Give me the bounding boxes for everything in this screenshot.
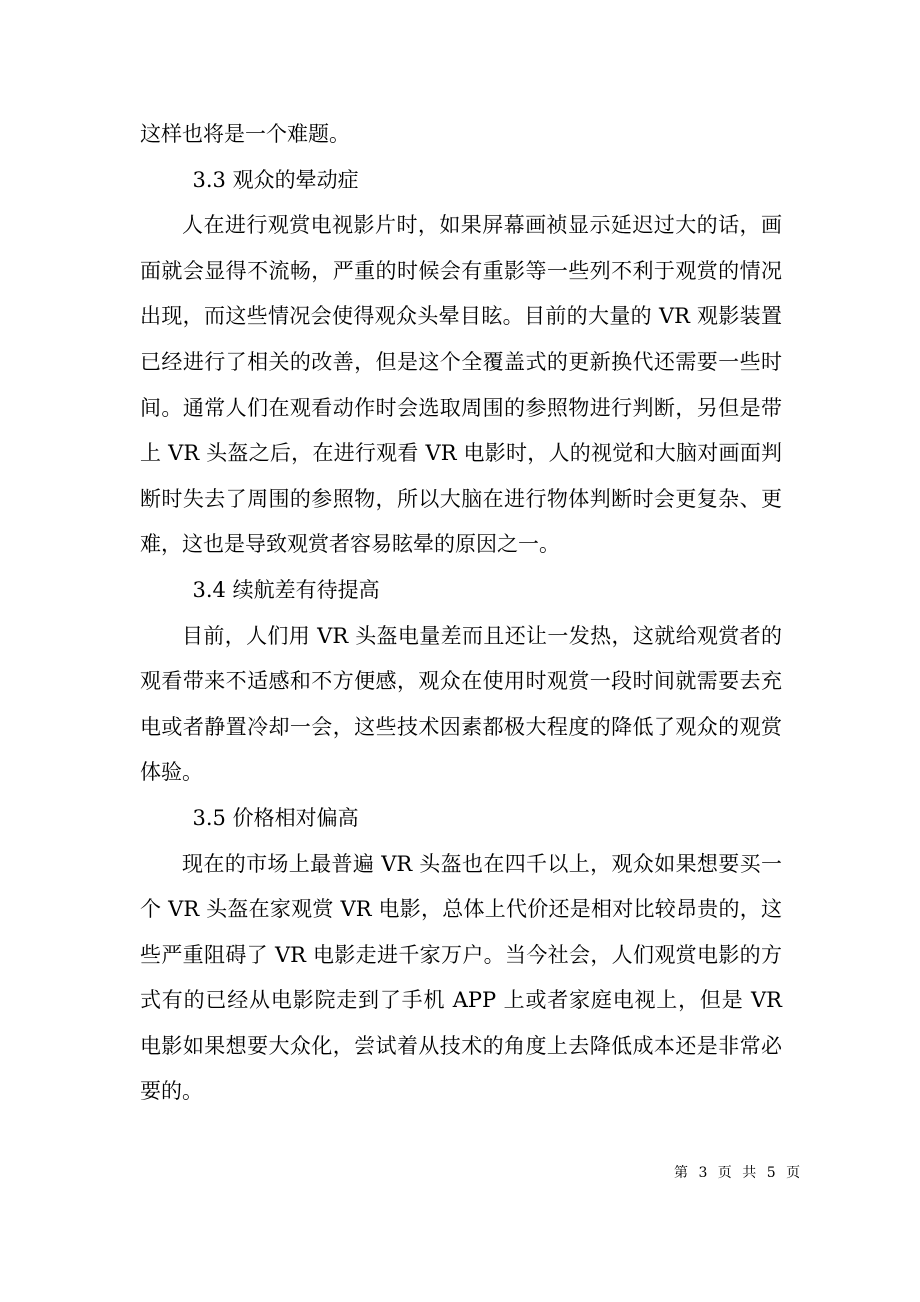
section-heading-3-4: 3.4 续航差有待提高	[192, 577, 380, 602]
page-number-footer: 第 3 页 共 5 页	[674, 1165, 804, 1181]
section-heading-3-5: 3.5 价格相对偏高	[192, 805, 359, 830]
body-text	[140, 112, 782, 1115]
paragraph-motion-sickness: 人在进行观赏电视影片时，如果屏幕画祯显示延迟过大的话，画面就会显得不流畅，严重的时候会有重影等一些列不利于观赏的情况出现，而这些情况会使得观众头晕目眩。目前的大量的 VR 观影装置已经进行了相关的改善，但是这个全覆盖式的更新换代还需要一些时间。通常人们在观看动作时会选取周围的参照物进行判断，另但是带上 VR 头盔之后，在进行观看 VR 电影时，人的视觉和大脑对画面判断时失去了周围的参照物，所以大脑在进行物体判断时会更复杂、更难，这也是导致观赏者容易眩晕的原因之一。	[140, 213, 782, 557]
paragraph-battery-life: 目前，人们用 VR 头盔电量差而且还让一发热，这就给观赏者的观看带来不适感和不方便感，观众在使用时观赏一段时间就需要去充电或者静置冷却一会，这些技术因素都极大程度的降低了观众的观赏体验。	[140, 623, 782, 785]
section-heading-3-3: 3.3 观众的晕动症	[192, 167, 359, 192]
paragraph-price: 现在的市场上最普遍 VR 头盔也在四千以上，观众如果想要买一个 VR 头盔在家观赏 VR 电影，总体上代价还是相对比较昂贵的，这些严重阻碍了 VR 电影走进千家万户。当今社会，人们观赏电影的方式有的已经从电影院走到了手机 APP 上或者家庭电视上，但是 VR 电影如果想要大众化，尝试着从技术的角度上去降低成本还是非常必要的。	[140, 851, 782, 1104]
paragraph-continuation: 这样也将是一个难题。	[140, 122, 350, 146]
